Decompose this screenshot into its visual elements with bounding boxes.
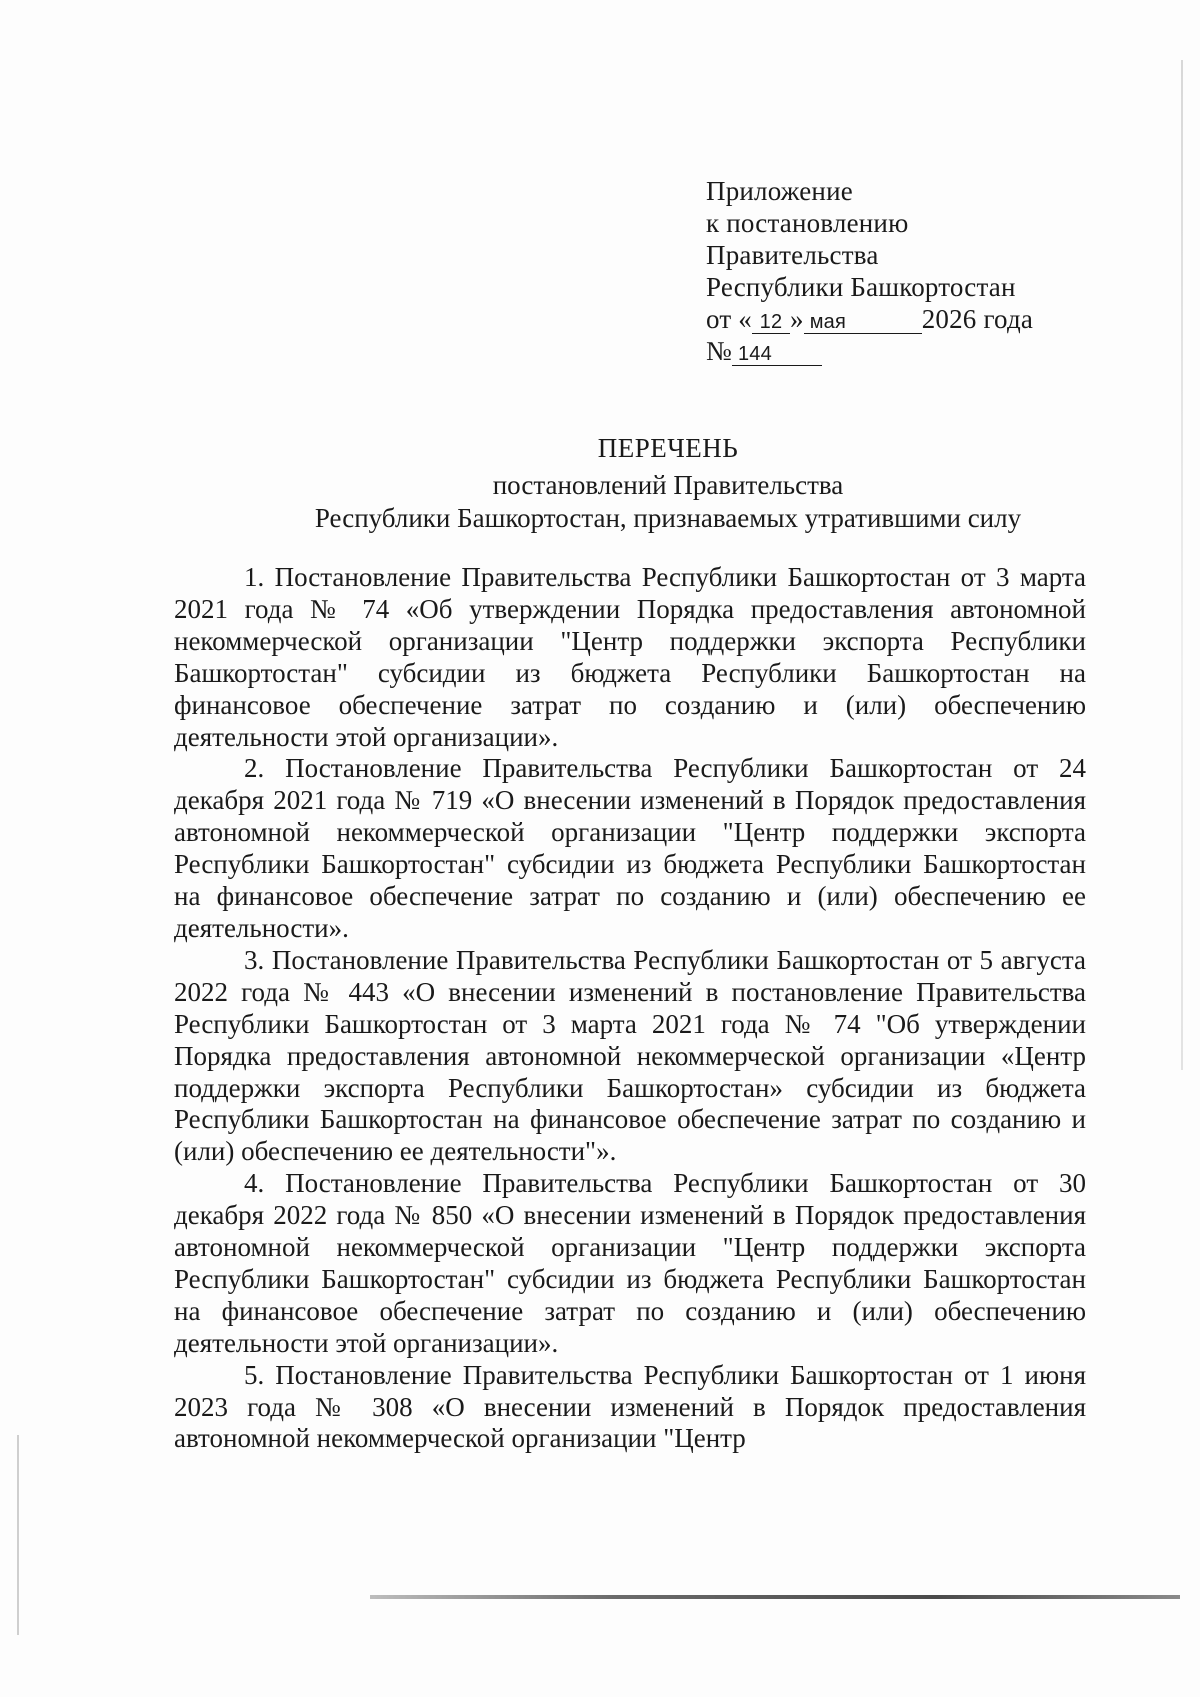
document-title: ПЕРЕЧЕНЬ bbox=[597, 433, 739, 463]
date-day: 12 bbox=[752, 311, 790, 334]
list-item: 3. Постановление Правительства Республики Башкортостан от 5 августа 2022 года № 443 «О внесении изменений в постановление Правительства Республики Башкортостан от 3 марта 2021 года № 74 "Об утверждении Порядка предоставления автономной некоммерческой организации «Центр поддержки экспорта Республики Башкортостан» субсидии из бюджета Республики Башкортостан на финансовое обеспечение затрат по созданию и (или) обеспечению ее деятельности"». bbox=[174, 944, 1086, 1167]
appendix-line: Приложение bbox=[706, 176, 853, 206]
document-number: 144 bbox=[732, 343, 822, 366]
list-item: 4. Постановление Правительства Республики Башкортостан от 30 декабря 2022 года № 850 «О внесении изменений в Порядок предоставления автономной некоммерческой организации "Центр поддержки экспорта Республики Башкортостан" субсидии из бюджета Республики Башкортостан на финансовое обеспечение затрат по созданию и (или) обеспечению деятельности этой организации». bbox=[174, 1168, 1086, 1358]
list-item: 5. Постановление Правительства Республики Башкортостан от 1 июня 2023 года № 308 «О внесении изменений в Порядок предоставления автономной некоммерческой организации "Центр bbox=[174, 1359, 1086, 1454]
scan-edge-artifact bbox=[1181, 60, 1183, 1070]
appendix-line: Правительства bbox=[706, 240, 879, 270]
appendix-block bbox=[706, 175, 1126, 367]
date-month: мая bbox=[804, 311, 922, 334]
date-mid: » bbox=[790, 304, 804, 334]
date-prefix: от « bbox=[706, 304, 752, 334]
appendix-number-line bbox=[706, 335, 1126, 367]
date-year: 2026 года bbox=[921, 304, 1034, 334]
appendix-line: Республики Башкортостан bbox=[706, 272, 1016, 302]
list-item: 1. Постановление Правительства Республики Башкортостан от 3 марта 2021 года № 74 «Об утверждении Порядка предоставления автономной некоммерческой организации "Центр поддержки экспорта Республики Башкортостан" субсидии из бюджета Республики Башкортостан на финансовое обеспечение затрат по созданию и (или) обеспечению деятельности этой организации». bbox=[174, 562, 1086, 752]
document-subtitle-line: постановлений Правительства bbox=[492, 470, 844, 500]
list-item: 2. Постановление Правительства Республики Башкортостан от 24 декабря 2021 года № 719 «О внесении изменений в Порядок предоставления автономной некоммерческой организации "Центр поддержки экспорта Республики Башкортостан" субсидии из бюджета Республики Башкортостан на финансовое обеспечение затрат по созданию и (или) обеспечению ее деятельности». bbox=[174, 753, 1086, 943]
scan-edge-artifact bbox=[17, 1435, 19, 1635]
document-subtitle-line: Республики Башкортостан, признаваемых утратившими силу bbox=[314, 503, 1022, 533]
appendix-date-line bbox=[706, 303, 1126, 335]
appendix-line: к постановлению bbox=[706, 208, 909, 238]
scan-bottom-artifact bbox=[370, 1595, 1180, 1599]
number-prefix: № bbox=[706, 336, 732, 366]
list-body bbox=[174, 562, 1086, 1455]
